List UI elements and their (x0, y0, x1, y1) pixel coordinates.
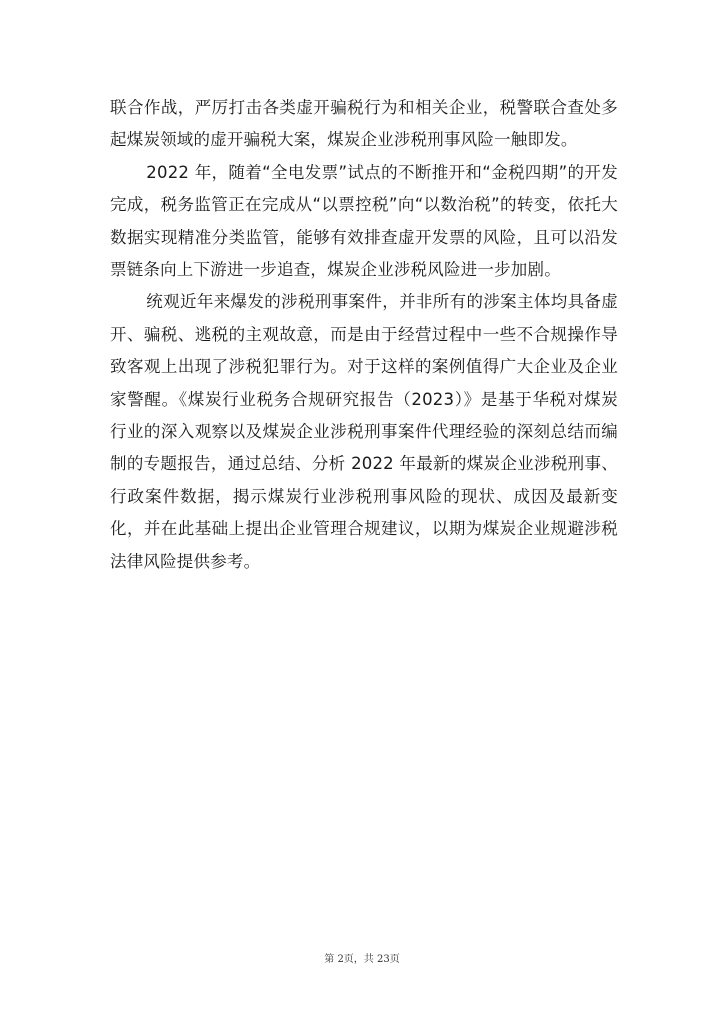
body-text (110, 92, 618, 578)
paragraph-report-overview: 统观近年来爆发的涉税刑事案件，并非所有的涉案主体均具备虚开、骗税、逃税的主观故意，而是由于经营过程中一些不合规操作导致客观上出现了涉税犯罪行为。对于这样的案例值得广大企业及企业家警醒。《煤炭行业税务合规研究报告（2023）》是基于华税对煤炭行业的深入观察以及煤炭企业涉税刑事案件代理经验的深刻总结而编制的专题报告，通过总结、分析 2022 年最新的煤炭企业涉税刑事、行政案件数据，揭示煤炭行业涉税刑事风险的现状、成因及最新变化，并在此基础上提出企业管理合规建议，以期为煤炭企业规避涉税法律风险提供参考。 (110, 292, 618, 571)
paragraph-continuation: 联合作战，严厉打击各类虚开骗税行为和相关企业，税警联合查处多起煤炭领域的虚开骗税大案，煤炭企业涉税刑事风险一触即发。 (110, 98, 618, 150)
page-number-footer: 第 2页，共 23页 (324, 954, 400, 965)
paragraph-tax-regulation: 2022 年，随着“全电发票”试点的不断推开和“金税四期”的开发完成，税务监管正在完成从“以票控税”向“以数治税”的转变，依托大数据实现精准分类监管，能够有效排查虚开发票的风险，且可以沿发票链条向上下游进一步追查，煤炭企业涉税风险进一步加剧。 (110, 162, 618, 280)
